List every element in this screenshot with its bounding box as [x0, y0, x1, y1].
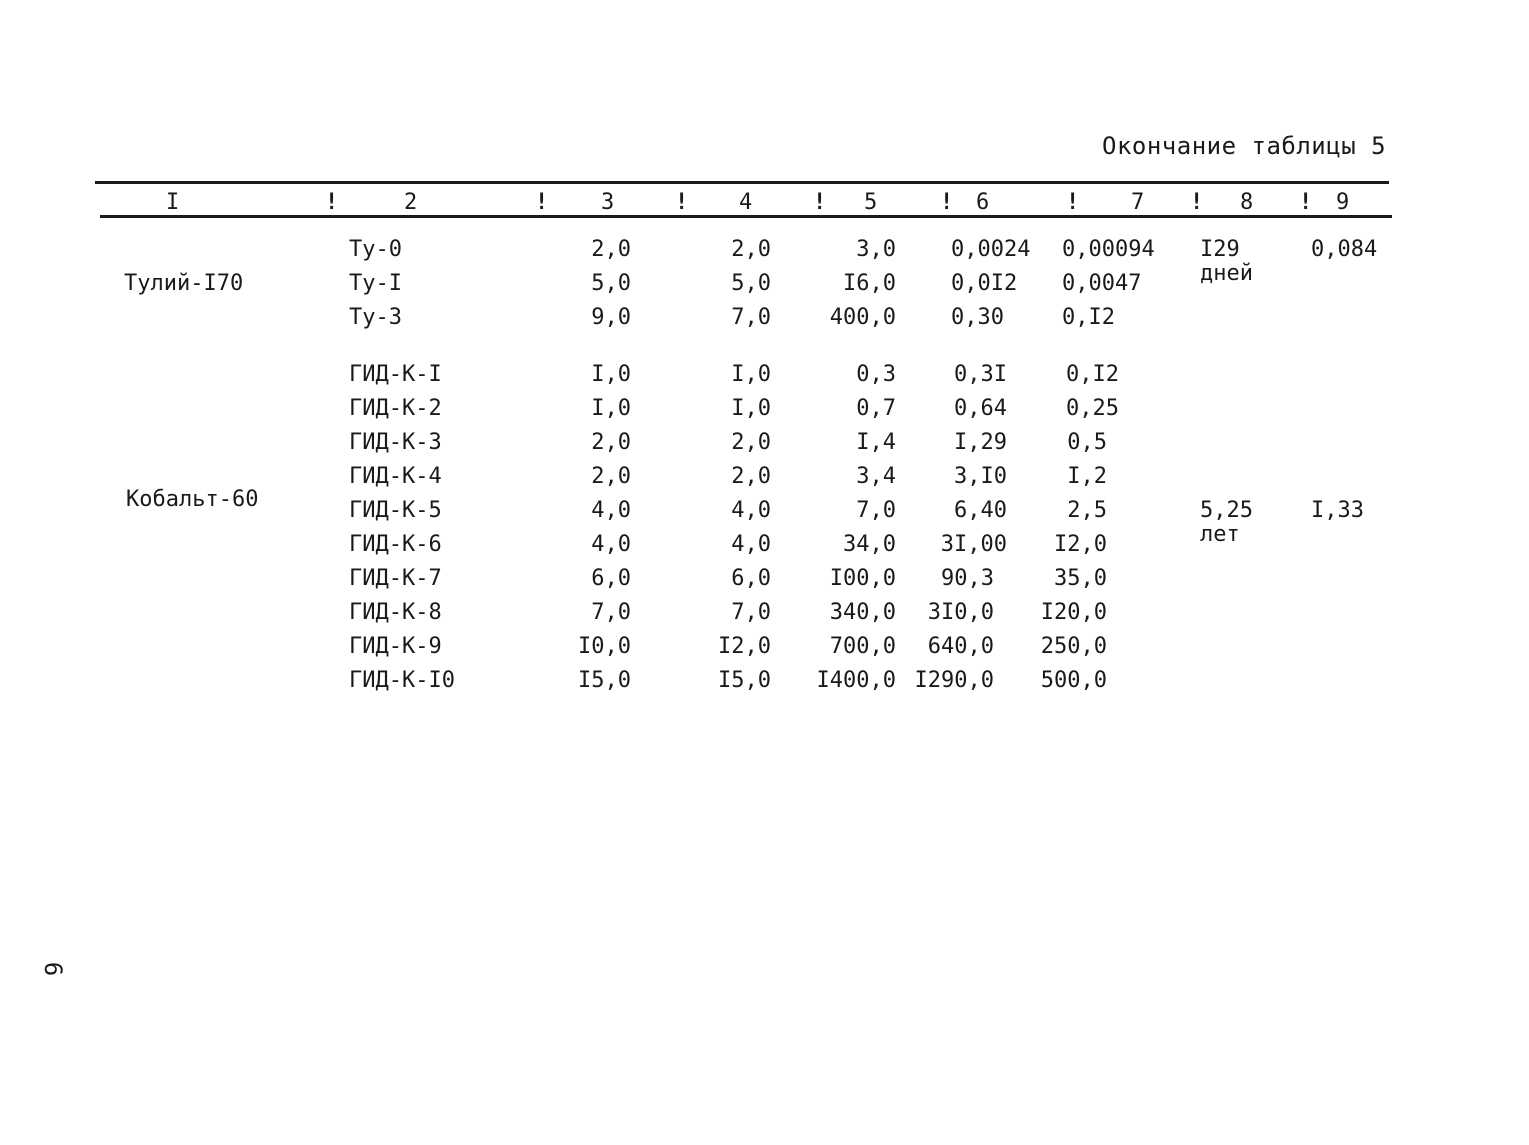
cell-col7: 2,5: [1067, 498, 1107, 523]
cell-col3: 4,0: [591, 532, 631, 557]
cell-col8-value: I29: [1200, 237, 1240, 262]
cell-col3: 6,0: [591, 566, 631, 591]
group-label: Тулий-I70: [124, 271, 244, 296]
cell-col5: 0,3: [856, 362, 896, 387]
header-separator: !: [813, 190, 827, 215]
cell-designation: ГИД-К-5: [349, 498, 442, 523]
cell-col6: 0,3I: [954, 362, 1007, 387]
cell-col7: 0,I2: [1062, 305, 1115, 330]
cell-designation: ГИД-К-6: [349, 532, 442, 557]
cell-designation: ГИД-К-I: [349, 362, 442, 387]
cell-col3: I,0: [591, 362, 631, 387]
cell-designation: ГИД-К-9: [349, 634, 442, 659]
cell-col7: 0,00094: [1062, 237, 1155, 262]
cell-designation: Ту-3: [349, 305, 402, 330]
header-separator: !: [1190, 190, 1204, 215]
table-caption: Окончание таблицы 5: [1102, 132, 1387, 160]
cell-designation: ГИД-К-8: [349, 600, 442, 625]
header-separator: !: [675, 190, 689, 215]
cell-col6: I290,0: [914, 668, 994, 693]
cell-col4: 5,0: [731, 271, 771, 296]
cell-col9: I,33: [1311, 498, 1364, 523]
cell-col5: 340,0: [829, 600, 896, 625]
header-col-5: 5: [864, 190, 878, 215]
cell-col9: 0,084: [1311, 237, 1378, 262]
cell-col4: I2,0: [718, 634, 771, 659]
cell-designation: ГИД-К-2: [349, 396, 442, 421]
cell-col3: I,0: [591, 396, 631, 421]
cell-col3: 7,0: [591, 600, 631, 625]
cell-col5: 34,0: [843, 532, 896, 557]
header-col-2: 2: [404, 190, 418, 215]
cell-col5: I6,0: [843, 271, 896, 296]
header-col-6: 6: [976, 190, 990, 215]
cell-col8-unit: дней: [1200, 261, 1253, 286]
cell-col7: 500,0: [1040, 668, 1107, 693]
table-header-rule: [100, 215, 1392, 218]
header-col-7: 7: [1131, 190, 1145, 215]
cell-designation: ГИД-К-4: [349, 464, 442, 489]
cell-col7: I20,0: [1040, 600, 1107, 625]
cell-designation: ГИД-К-I0: [349, 668, 455, 693]
cell-designation: ГИД-К-3: [349, 430, 442, 455]
header-separator: !: [1299, 190, 1313, 215]
cell-col4: I,0: [731, 362, 771, 387]
cell-col4: 6,0: [731, 566, 771, 591]
cell-col3: 5,0: [591, 271, 631, 296]
header-col-4: 4: [739, 190, 753, 215]
cell-col6: 3I,00: [940, 532, 1007, 557]
cell-col5: I,4: [856, 430, 896, 455]
cell-col4: 2,0: [731, 237, 771, 262]
cell-col5: I400,0: [816, 668, 896, 693]
cell-col5: 700,0: [829, 634, 896, 659]
cell-col6: 0,0024: [951, 237, 1031, 262]
cell-col8-value: 5,25: [1200, 498, 1253, 523]
cell-col3: 2,0: [591, 464, 631, 489]
cell-col7: 250,0: [1040, 634, 1107, 659]
cell-col4: 4,0: [731, 498, 771, 523]
cell-col8-unit: лет: [1200, 522, 1240, 547]
header-separator: !: [1066, 190, 1080, 215]
cell-col3: I5,0: [578, 668, 631, 693]
cell-col4: I,0: [731, 396, 771, 421]
cell-col7: 0,I2: [1066, 362, 1119, 387]
cell-col3: 4,0: [591, 498, 631, 523]
cell-col6: 90,3: [941, 566, 994, 591]
cell-designation: Ту-0: [349, 237, 402, 262]
table-top-rule: [95, 181, 1389, 184]
cell-col7: I,2: [1067, 464, 1107, 489]
cell-designation: ГИД-К-7: [349, 566, 442, 591]
cell-col5: 3,0: [856, 237, 896, 262]
page-number: 6: [39, 961, 68, 977]
header-separator: !: [325, 190, 339, 215]
cell-col4: 4,0: [731, 532, 771, 557]
cell-col7: 35,0: [1054, 566, 1107, 591]
header-separator: !: [535, 190, 549, 215]
header-col-8: 8: [1240, 190, 1254, 215]
cell-col5: 7,0: [856, 498, 896, 523]
cell-col4: 2,0: [731, 464, 771, 489]
cell-col7: I2,0: [1054, 532, 1107, 557]
cell-col6: 3I0,0: [927, 600, 994, 625]
cell-col7: 0,25: [1066, 396, 1119, 421]
cell-col6: 0,64: [954, 396, 1007, 421]
cell-col3: 2,0: [591, 430, 631, 455]
cell-col5: I00,0: [829, 566, 896, 591]
cell-col6: 0,30: [951, 305, 1004, 330]
cell-col6: 0,0I2: [951, 271, 1018, 296]
cell-col3: 9,0: [591, 305, 631, 330]
cell-col4: I5,0: [718, 668, 771, 693]
cell-col7: 0,0047: [1062, 271, 1142, 296]
header-separator: !: [940, 190, 954, 215]
cell-col3: 2,0: [591, 237, 631, 262]
header-col-1: I: [166, 190, 180, 215]
cell-col4: 2,0: [731, 430, 771, 455]
header-col-3: 3: [601, 190, 615, 215]
cell-col5: 3,4: [856, 464, 896, 489]
cell-col4: 7,0: [731, 600, 771, 625]
cell-col3: I0,0: [578, 634, 631, 659]
cell-col6: I,29: [954, 430, 1007, 455]
cell-col7: 0,5: [1067, 430, 1107, 455]
cell-col5: 400,0: [829, 305, 896, 330]
cell-designation: Ту-I: [349, 271, 402, 296]
group-label: Кобальт-60: [126, 487, 259, 512]
cell-col6: 6,40: [954, 498, 1007, 523]
header-col-9: 9: [1336, 190, 1350, 215]
cell-col6: 3,I0: [954, 464, 1007, 489]
cell-col4: 7,0: [731, 305, 771, 330]
cell-col6: 640,0: [927, 634, 994, 659]
cell-col5: 0,7: [856, 396, 896, 421]
